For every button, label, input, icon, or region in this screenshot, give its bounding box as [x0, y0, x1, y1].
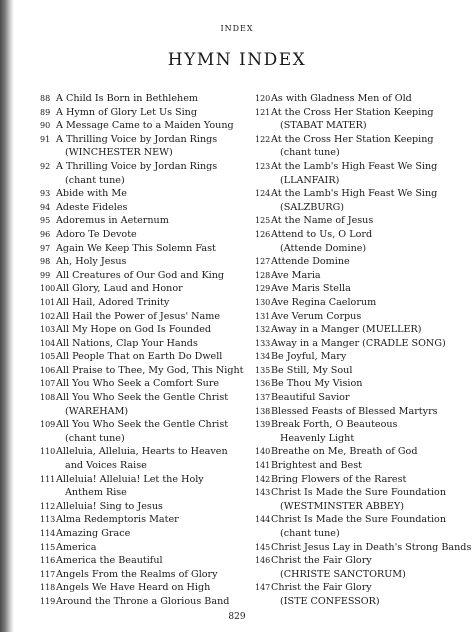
index-entry	[255, 377, 465, 391]
hymn-title: Adeste Fideles	[56, 201, 128, 213]
index-entry	[255, 106, 465, 120]
index-entry-continuation	[255, 146, 465, 160]
hymn-number: 116	[40, 556, 56, 566]
hymn-title: Alleluia! Sing to Jesus	[56, 500, 163, 512]
hymn-title-continuation: (chant tune)	[280, 147, 340, 159]
hymn-number: 144	[255, 515, 271, 525]
hymn-title: All Hail, Adored Trinity	[56, 296, 170, 308]
index-entry-continuation	[255, 568, 465, 582]
index-entry-continuation	[40, 432, 250, 446]
index-entry	[255, 364, 465, 378]
left-index-column	[40, 92, 250, 609]
hymn-number: 125	[255, 216, 271, 226]
hymn-number	[40, 459, 56, 473]
hymn-title: Attend to Us, O Lord	[271, 228, 373, 240]
hymn-title: At the Lamb's High Feast We Sing	[271, 188, 438, 200]
hymn-title: America	[56, 541, 97, 553]
index-entry	[40, 269, 250, 283]
hymn-title: Away in a Manger (MUELLER)	[271, 324, 422, 336]
index-entry	[40, 187, 250, 201]
hymn-title: Adoremus in Aeternum	[56, 215, 169, 227]
hymn-title: Alma Redemptoris Mater	[56, 514, 179, 526]
hymn-title: A Message Came to a Maiden Young	[56, 120, 234, 132]
hymn-number: 122	[255, 134, 271, 144]
hymn-title: Adoro Te Devote	[56, 228, 137, 240]
hymn-number: 114	[40, 529, 56, 538]
hymn-number: 131	[255, 311, 271, 321]
index-entry-continuation	[40, 486, 250, 500]
hymn-title: Abide with Me	[56, 188, 127, 200]
hymn-title: All My Hope on God Is Founded	[56, 324, 212, 336]
hymn-title-continuation: Anthem Rise	[65, 487, 127, 499]
index-entry	[255, 214, 465, 228]
hymn-title: Blessed Feasts of Blessed Martyrs	[271, 405, 438, 417]
hymn-title: Ah, Holy Jesus	[56, 256, 127, 268]
index-entry	[40, 541, 250, 555]
hymn-number: 92	[40, 161, 51, 171]
hymn-title: Alleluia! Alleluia! Let the Holy	[56, 473, 204, 485]
hymn-number: 91	[40, 134, 51, 144]
index-entry	[40, 310, 250, 324]
hymn-number: 106	[40, 365, 56, 375]
hymn-number	[255, 119, 271, 133]
hymn-title: All You Who Seek the Gentle Christ	[56, 419, 229, 431]
hymn-title: Christ Is Made the Sure Foundation	[271, 514, 447, 526]
index-entry	[255, 255, 465, 269]
index-entry-continuation	[255, 201, 465, 215]
hymn-number: 88	[40, 94, 51, 103]
hymn-title: At the Name of Jesus	[271, 215, 374, 227]
hymn-number: 146	[255, 556, 271, 566]
hymn-number	[40, 405, 56, 419]
hymn-number	[255, 146, 271, 160]
hymn-number	[40, 432, 56, 446]
index-entry-continuation	[255, 174, 465, 188]
index-entry	[255, 513, 465, 527]
index-entry	[255, 296, 465, 310]
index-entry	[40, 500, 250, 514]
hymn-number: 117	[40, 569, 56, 579]
hymn-title: Attende Domine	[271, 256, 350, 268]
hymn-number: 112	[40, 501, 56, 511]
hymn-title: Brightest and Best	[271, 460, 362, 472]
index-entry-continuation	[255, 432, 465, 446]
hymn-title: Beautiful Savior	[271, 392, 350, 404]
hymn-number: 136	[255, 379, 271, 389]
index-entry	[40, 418, 250, 432]
hymn-number	[40, 146, 56, 160]
hymn-number: 135	[255, 365, 271, 375]
index-entry	[40, 255, 250, 269]
index-entry	[255, 310, 465, 324]
book-binding-shadow	[0, 0, 14, 632]
index-entry	[255, 92, 465, 106]
index-entry	[255, 541, 472, 555]
hymn-number	[255, 432, 271, 446]
hymn-title: Ave Maris Stella	[271, 283, 351, 295]
hymn-title-continuation: and Voices Raise	[65, 460, 147, 472]
hymn-title: Amazing Grace	[56, 528, 131, 539]
index-entry	[40, 296, 250, 310]
hymn-title: All People That on Earth Do Dwell	[56, 351, 223, 363]
hymn-number: 118	[40, 583, 56, 593]
hymn-number: 132	[255, 325, 271, 335]
index-entry	[255, 418, 465, 432]
hymn-title-continuation: (chant tune)	[280, 528, 340, 539]
index-entry	[40, 554, 250, 568]
hymn-number: 108	[40, 393, 56, 403]
index-entry	[255, 323, 465, 337]
hymn-number: 141	[255, 461, 271, 471]
index-entry	[255, 337, 465, 351]
hymn-title: All You Who Seek a Comfort Sure	[56, 378, 220, 390]
index-entry	[40, 228, 250, 242]
index-entry	[40, 323, 250, 337]
hymn-title: A Hymn of Glory Let Us Sing	[56, 106, 198, 118]
hymn-title: Breathe on Me, Breath of God	[271, 446, 418, 458]
hymn-number	[255, 201, 271, 215]
hymn-number: 147	[255, 583, 271, 593]
hymn-title: All You Who Seek the Gentle Christ	[56, 392, 229, 404]
hymn-number: 95	[40, 216, 51, 226]
hymn-number: 120	[255, 94, 271, 103]
hymn-number	[255, 568, 271, 582]
hymn-title-continuation: (Attende Domine)	[280, 242, 367, 254]
hymn-number: 145	[255, 542, 271, 552]
hymn-title: All Nations, Clap Your Hands	[56, 337, 198, 349]
hymn-number	[255, 595, 271, 609]
hymn-number: 143	[255, 488, 271, 498]
hymn-number: 97	[40, 243, 51, 253]
index-entry	[40, 568, 250, 582]
index-entry	[40, 133, 250, 147]
hymn-title-continuation: (WAREHAM)	[65, 405, 129, 417]
hymn-number: 98	[40, 257, 51, 267]
hymn-title: All Glory, Laud and Honor	[56, 283, 183, 295]
index-entry	[40, 350, 250, 364]
hymn-title-continuation: (LLANFAIR)	[280, 174, 340, 186]
hymn-number: 124	[255, 189, 271, 199]
hymn-number: 110	[40, 447, 56, 457]
hymn-title-continuation: Heavenly Light	[280, 432, 355, 444]
index-entry	[255, 459, 465, 473]
hymn-number	[255, 242, 271, 256]
index-entry-continuation	[255, 595, 465, 609]
hymn-number	[255, 500, 271, 514]
index-entry	[40, 473, 250, 487]
hymn-title: Ave Regina Caelorum	[271, 296, 377, 308]
hymn-number: 127	[255, 257, 271, 267]
index-entry-continuation	[255, 500, 465, 514]
index-entry	[40, 377, 250, 391]
index-entry-continuation	[255, 242, 465, 256]
hymn-title: America the Beautiful	[56, 555, 163, 567]
hymn-title: A Thrilling Voice by Jordan Rings	[56, 160, 218, 172]
index-entry	[255, 486, 465, 500]
hymn-title: A Child Is Born in Bethlehem	[56, 93, 198, 104]
hymn-number: 111	[40, 474, 56, 484]
hymn-title: At the Cross Her Station Keeping	[271, 133, 434, 145]
hymn-number: 130	[255, 297, 271, 307]
hymn-number: 134	[255, 352, 271, 362]
index-entry	[40, 160, 250, 174]
index-entry	[40, 92, 250, 106]
index-entry	[40, 201, 250, 215]
index-entry-continuation	[255, 119, 465, 133]
index-entry	[255, 350, 465, 364]
hymn-title: Ave Verum Corpus	[271, 310, 362, 322]
index-entry	[255, 269, 465, 283]
hymn-number: 128	[255, 270, 271, 280]
index-entry	[40, 282, 250, 296]
hymn-number: 119	[40, 596, 56, 606]
index-entry	[40, 106, 250, 120]
hymn-title-continuation: (WINCHESTER NEW)	[65, 147, 173, 159]
index-entry	[255, 160, 465, 174]
index-entry-continuation	[40, 146, 250, 160]
index-entry-continuation	[40, 174, 250, 188]
index-entry	[255, 445, 465, 459]
hymn-title: Be Joyful, Mary	[271, 351, 347, 363]
index-entry	[255, 554, 465, 568]
hymn-title: At the Cross Her Station Keeping	[271, 106, 434, 118]
hymn-title: Christ Jesus Lay in Death's Strong Bands	[271, 541, 472, 553]
hymn-title: Angels We Have Heard on High	[56, 582, 211, 594]
index-entry	[40, 595, 250, 609]
hymn-number: 96	[40, 229, 51, 239]
hymn-number: 140	[255, 447, 271, 457]
hymn-title: Christ the Fair Glory	[271, 582, 372, 594]
hymn-title-continuation: (ISTE CONFESSOR)	[280, 595, 380, 607]
hymn-title: Christ the Fair Glory	[271, 555, 372, 567]
index-entry	[255, 405, 465, 419]
hymn-title-continuation: (SALZBURG)	[280, 201, 345, 213]
hymn-title-continuation: (STABAT MATER)	[280, 120, 367, 132]
hymn-number: 102	[40, 311, 56, 321]
hymn-number: 101	[40, 297, 56, 307]
index-entry	[40, 391, 250, 405]
hymn-number: 103	[40, 325, 56, 335]
index-entry	[40, 364, 250, 378]
hymn-number: 107	[40, 379, 56, 389]
hymn-number: 121	[255, 107, 271, 117]
hymn-number: 129	[255, 284, 271, 294]
index-entry	[40, 242, 250, 256]
hymn-title: Again We Keep This Solemn Fast	[56, 242, 216, 254]
hymn-title: All Hail the Power of Jesus' Name	[56, 310, 221, 322]
hymn-number	[40, 486, 56, 500]
hymn-number: 93	[40, 189, 51, 199]
index-entry	[255, 228, 465, 242]
hymn-number: 123	[255, 161, 271, 171]
hymn-number: 99	[40, 270, 51, 280]
hymn-title: Around the Throne a Glorious Band	[56, 595, 230, 607]
index-entry-continuation	[40, 459, 250, 473]
index-entry	[40, 214, 250, 228]
index-entry-continuation	[40, 405, 250, 419]
hymn-title: At the Lamb's High Feast We Sing	[271, 160, 438, 172]
running-head: INDEX	[220, 24, 254, 33]
hymn-number	[255, 527, 271, 541]
hymn-number: 138	[255, 406, 271, 416]
page-number: 829	[228, 612, 246, 622]
hymn-title: As with Gladness Men of Old	[271, 93, 412, 104]
right-index-column	[255, 92, 472, 609]
index-entry	[40, 445, 250, 459]
hymn-title-continuation: (chant tune)	[65, 432, 125, 444]
hymn-number	[255, 174, 271, 188]
index-entry	[40, 119, 250, 133]
hymn-number: 105	[40, 352, 56, 362]
hymn-title: All Creatures of Our God and King	[56, 269, 225, 281]
hymn-number: 142	[255, 474, 271, 484]
hymn-number: 133	[255, 338, 271, 348]
hymn-number: 139	[255, 420, 271, 430]
index-entry	[40, 581, 250, 595]
hymn-number: 115	[40, 542, 56, 552]
hymn-title: Alleluia, Alleluia, Hearts to Heaven	[56, 446, 228, 458]
page-title: HYMN INDEX	[167, 50, 307, 70]
hymn-title: All Praise to Thee, My God, This Night	[56, 364, 244, 376]
index-entry	[40, 527, 250, 541]
index-entry	[255, 187, 465, 201]
hymn-number: 126	[255, 229, 271, 239]
hymn-title: Be Still, My Soul	[271, 364, 353, 376]
hymn-number: 89	[40, 107, 51, 117]
index-entry	[255, 282, 465, 296]
hymn-title: Bring Flowers of the Rarest	[271, 473, 407, 485]
hymn-number: 109	[40, 420, 56, 430]
hymn-number: 100	[40, 284, 56, 294]
hymn-title: Christ Is Made the Sure Foundation	[271, 487, 447, 499]
hymn-number: 104	[40, 338, 56, 348]
index-entry	[255, 391, 465, 405]
hymn-title: A Thrilling Voice by Jordan Rings	[56, 133, 218, 145]
index-entry	[255, 581, 465, 595]
hymn-number: 90	[40, 121, 51, 131]
hymn-title-continuation: (chant tune)	[65, 174, 125, 186]
index-entry	[255, 133, 465, 147]
index-entry	[255, 473, 465, 487]
hymn-title: Angels From the Realms of Glory	[56, 568, 218, 580]
hymn-number: 137	[255, 393, 271, 403]
hymn-number	[40, 174, 56, 188]
hymn-number: 94	[40, 202, 51, 212]
hymn-title-continuation: (CHRISTE SANCTORUM)	[280, 568, 406, 580]
hymn-title: Be Thou My Vision	[271, 378, 363, 390]
hymn-title: Away in a Manger (CRADLE SONG)	[271, 337, 446, 349]
hymn-title: Ave Maria	[271, 269, 321, 281]
index-entry-continuation	[255, 527, 465, 541]
index-entry	[40, 513, 250, 527]
hymn-title-continuation: (WESTMINSTER ABBEY)	[280, 500, 404, 512]
index-entry	[40, 337, 250, 351]
hymn-number: 113	[40, 515, 56, 525]
hymn-title: Break Forth, O Beauteous	[271, 419, 398, 431]
